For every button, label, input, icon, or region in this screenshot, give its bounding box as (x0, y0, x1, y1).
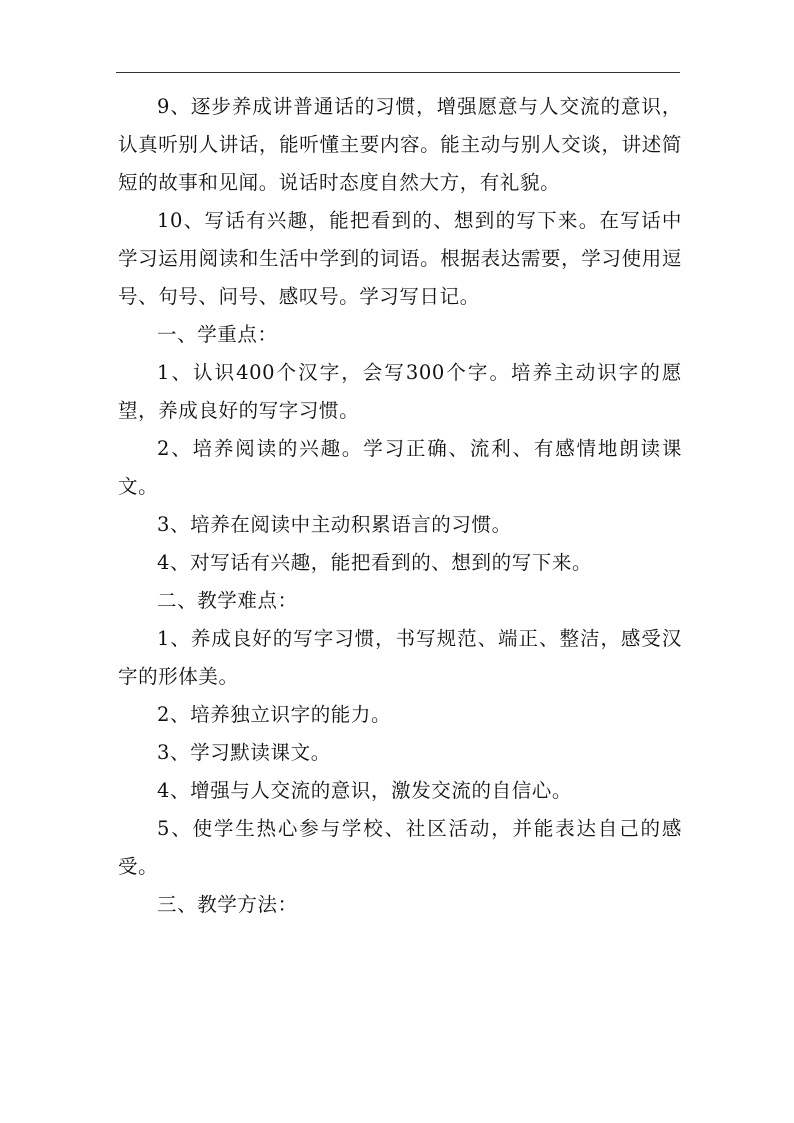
header-rule (116, 72, 680, 73)
section-heading-key-points: 一、学重点： (157, 323, 278, 346)
key-point-4: 4、对写话有兴趣，能把看到的、想到的写下来。 (157, 551, 593, 574)
document-body (118, 88, 682, 924)
key-point-2: 2、培养阅读的兴趣。学习正确、流利、有感情地朗读课文。 (118, 437, 682, 498)
key-point-1: 1、认识400个汉字，会写300个字。培养主动识字的愿望，养成良好的写字习惯。 (118, 361, 682, 422)
paragraph-item-9-speaking: 9、逐步养成讲普通话的习惯，增强愿意与人交流的意识，认真听别人讲话，能听懂主要内容。能主动与别人交谈，讲述简短的故事和见闻。说话时态度自然大方，有礼貌。 (118, 95, 682, 194)
difficulty-5: 5、使学生热心参与学校、社区活动，并能表达自己的感受。 (118, 817, 682, 878)
difficulty-1: 1、养成良好的写字习惯，书写规范、端正、整洁，感受汉字的形体美。 (118, 627, 682, 688)
difficulty-3: 3、学习默读课文。 (157, 741, 331, 764)
difficulty-4: 4、增强与人交流的意识，激发交流的自信心。 (157, 779, 573, 802)
key-point-3: 3、培养在阅读中主动积累语言的习惯。 (157, 513, 512, 536)
section-heading-difficulties: 二、教学难点： (157, 589, 298, 612)
section-heading-methods: 三、教学方法： (157, 893, 298, 916)
paragraph-item-10-writing: 10、写话有兴趣，能把看到的、想到的写下来。在写话中学习运用阅读和生活中学到的词语。根据表达需要，学习使用逗号、句号、问号、感叹号。学习写日记。 (118, 209, 682, 308)
difficulty-2: 2、培养独立识字的能力。 (157, 703, 392, 726)
